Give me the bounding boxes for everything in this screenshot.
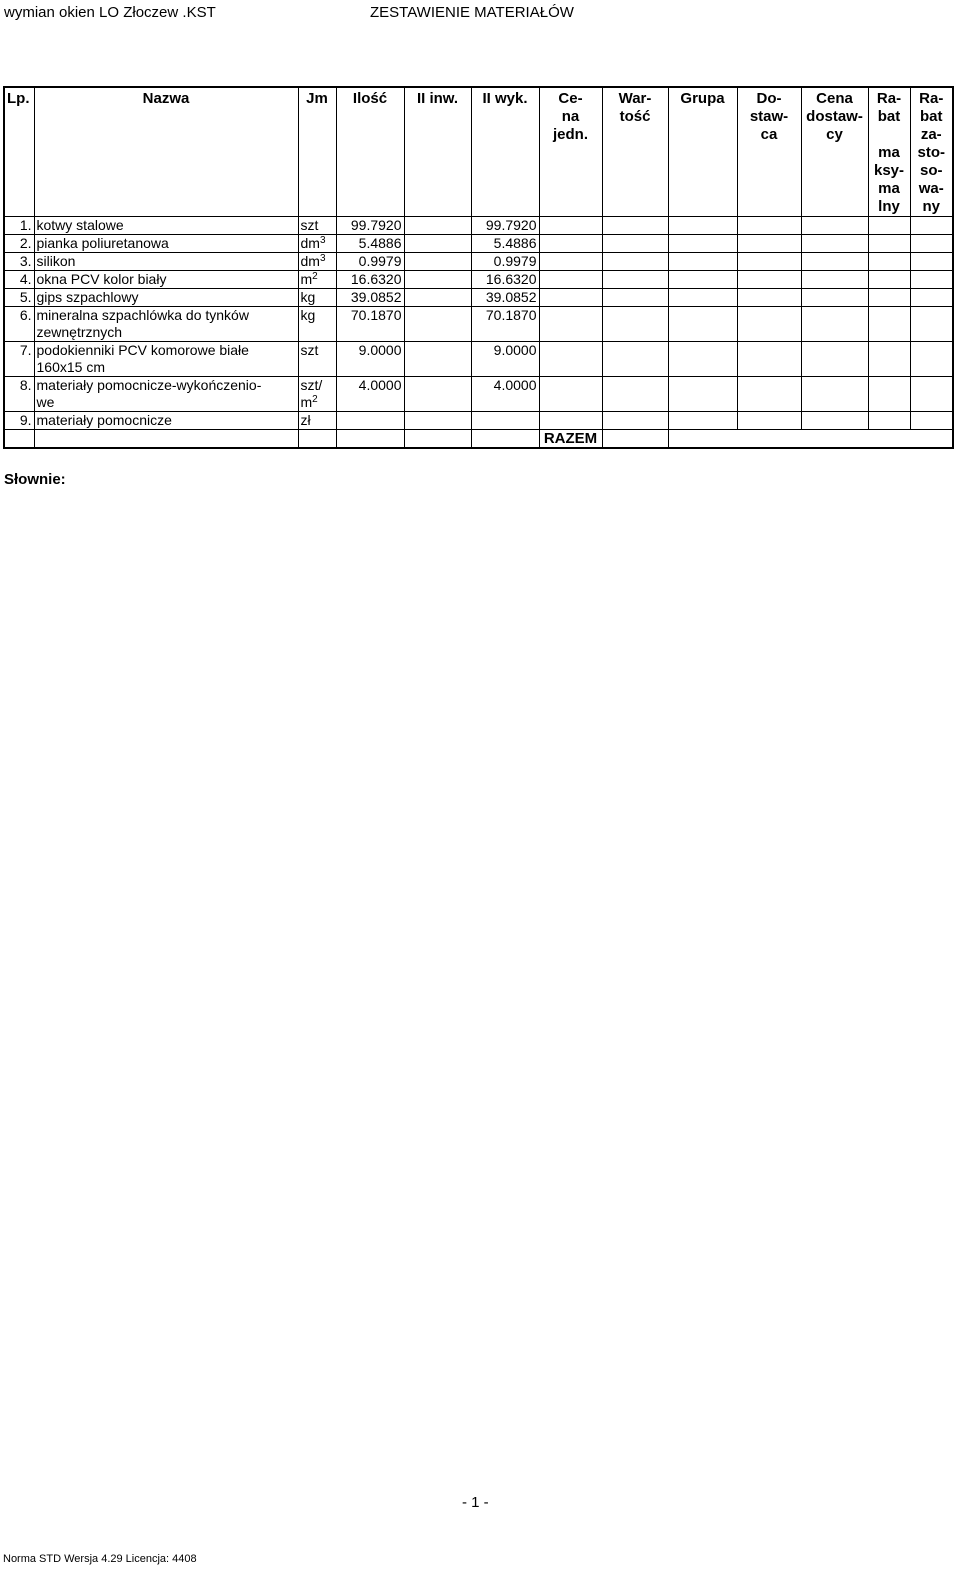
- unit: kg: [300, 289, 316, 305]
- row-cena-dostawcy: [801, 289, 868, 307]
- row-name-line: pianka poliuretanowa: [36, 235, 169, 251]
- row-name-line: okna PCV kolor biały: [36, 271, 167, 287]
- row-cena: [539, 271, 602, 289]
- row-name: [34, 342, 298, 377]
- license-footer: Norma STD Wersja 4.29 Licencja: 4408: [3, 1553, 197, 1565]
- table-row: [4, 235, 953, 253]
- row-rabat-max: [868, 289, 910, 307]
- row-ii-wyk: 16.6320: [471, 271, 539, 289]
- row-jm: [298, 271, 336, 289]
- table-row: [4, 253, 953, 271]
- row-ilosc: 5.4886: [336, 235, 404, 253]
- row-wartosc: [602, 217, 668, 235]
- row-lp: 8.: [4, 377, 34, 412]
- row-lp: 9.: [4, 412, 34, 430]
- row-ii-wyk: 99.7920: [471, 217, 539, 235]
- row-grupa: [668, 307, 737, 342]
- unit: m: [300, 394, 313, 410]
- header-line: Ce-: [558, 90, 583, 107]
- row-name: [34, 307, 298, 342]
- row-lp: 3.: [4, 253, 34, 271]
- header-line: Ra-: [876, 90, 902, 107]
- header-line: so-: [920, 162, 943, 179]
- row-rabat-max: [868, 253, 910, 271]
- header-line: Do-: [756, 90, 782, 107]
- row-name: [34, 377, 298, 412]
- col-nazwa: Nazwa: [34, 87, 298, 217]
- row-name-line: zewnętrznych: [36, 324, 123, 340]
- row-ii-inw: [404, 271, 471, 289]
- header-line: War-: [618, 90, 652, 107]
- row-jm-line: [301, 412, 334, 429]
- row-grupa: [668, 377, 737, 412]
- row-ii-wyk: 0.9979: [471, 253, 539, 271]
- unit: kg: [300, 307, 316, 323]
- col-rabat-zast: [910, 87, 953, 217]
- row-ii-wyk: 4.0000: [471, 377, 539, 412]
- header-line: tość: [619, 108, 651, 125]
- header-line: ca: [760, 126, 778, 143]
- row-name-line: gips szpachlowy: [36, 289, 139, 305]
- row-name-line: podokienniki PCV komorowe białe: [36, 342, 249, 358]
- row-grupa: [668, 217, 737, 235]
- row-rabat-zast: [910, 289, 953, 307]
- unit-exponent: 3: [319, 253, 326, 264]
- row-lp: 6.: [4, 307, 34, 342]
- row-jm: [298, 289, 336, 307]
- header-line: ma: [878, 144, 900, 161]
- row-cena-dostawcy: [801, 377, 868, 412]
- row-grupa: [668, 412, 737, 430]
- header-line: Ra-: [919, 90, 944, 107]
- row-name-line: we: [36, 394, 55, 410]
- row-name-line: mineralna szpachlówka do tynków: [36, 307, 249, 323]
- header-line: ma: [878, 180, 900, 197]
- row-lp: 7.: [4, 342, 34, 377]
- row-cena-dostawcy: [801, 253, 868, 271]
- row-jm: [298, 253, 336, 271]
- row-cena: [539, 253, 602, 271]
- row-ilosc: 0.9979: [336, 253, 404, 271]
- row-wartosc: [602, 307, 668, 342]
- row-ii-inw: [404, 217, 471, 235]
- row-jm-line: [301, 307, 334, 324]
- col-lp: Lp.: [4, 87, 34, 217]
- row-lp: 2.: [4, 235, 34, 253]
- table-row: [4, 377, 953, 412]
- unit-exponent: 3: [319, 235, 326, 246]
- row-jm: [298, 217, 336, 235]
- row-jm: [298, 307, 336, 342]
- row-cena: [539, 412, 602, 430]
- col-ilosc: Ilość: [336, 87, 404, 217]
- table-row: [4, 289, 953, 307]
- row-name-line: kotwy stalowe: [36, 217, 124, 233]
- row-grupa: [668, 253, 737, 271]
- row-jm: [298, 377, 336, 412]
- row-wartosc: [602, 253, 668, 271]
- razem-empty: [404, 430, 471, 449]
- col-rabat-max: [868, 87, 910, 217]
- row-grupa: [668, 342, 737, 377]
- razem-empty: [34, 430, 298, 449]
- unit: szt: [300, 217, 319, 233]
- row-wartosc: [602, 271, 668, 289]
- header-line: jedn.: [552, 126, 588, 143]
- row-cena-dostawcy: [801, 342, 868, 377]
- row-name: [34, 271, 298, 289]
- row-ii-wyk: 9.0000: [471, 342, 539, 377]
- row-grupa: [668, 271, 737, 289]
- razem-value: [602, 430, 668, 449]
- row-name: [34, 217, 298, 235]
- header-line: sto-: [917, 144, 945, 161]
- row-rabat-max: [868, 307, 910, 342]
- row-grupa: [668, 235, 737, 253]
- header-line: staw-: [749, 108, 789, 125]
- row-jm-line: [301, 253, 334, 270]
- row-cena-dostawcy: [801, 307, 868, 342]
- row-dostawca: [737, 253, 801, 271]
- row-name-line: 160x15 cm: [36, 359, 105, 375]
- unit: m: [300, 271, 313, 287]
- row-ii-inw: [404, 235, 471, 253]
- row-cena: [539, 289, 602, 307]
- row-dostawca: [737, 412, 801, 430]
- row-ii-inw: [404, 253, 471, 271]
- col-wartosc: [602, 87, 668, 217]
- row-rabat-max: [868, 271, 910, 289]
- row-wartosc: [602, 342, 668, 377]
- row-name: [34, 289, 298, 307]
- col-ii-wyk: II wyk.: [471, 87, 539, 217]
- row-rabat-max: [868, 217, 910, 235]
- row-ilosc: [336, 412, 404, 430]
- row-ii-inw: [404, 342, 471, 377]
- col-cena: [539, 87, 602, 217]
- col-jm: Jm: [298, 87, 336, 217]
- table-row: [4, 271, 953, 289]
- header-line: [871, 126, 908, 144]
- row-ii-inw: [404, 289, 471, 307]
- col-ii-inw: II inw.: [404, 87, 471, 217]
- row-dostawca: [737, 217, 801, 235]
- row-jm-line: [301, 394, 334, 411]
- slownie-label: Słownie:: [4, 471, 66, 488]
- table-row: [4, 307, 953, 342]
- row-cena-dostawcy: [801, 412, 868, 430]
- header-line: bat: [920, 108, 943, 125]
- row-grupa: [668, 289, 737, 307]
- row-wartosc: [602, 289, 668, 307]
- materials-table: [3, 86, 954, 449]
- row-rabat-zast: [910, 342, 953, 377]
- row-lp: 5.: [4, 289, 34, 307]
- row-jm-line: [301, 342, 334, 359]
- row-cena: [539, 307, 602, 342]
- row-name: [34, 412, 298, 430]
- row-ii-inw: [404, 412, 471, 430]
- unit-exponent: 2: [312, 394, 318, 405]
- razem-label: RAZEM: [539, 430, 602, 449]
- document-title: ZESTAWIENIE MATERIAŁÓW: [370, 4, 574, 21]
- row-cena-dostawcy: [801, 235, 868, 253]
- row-name-line: silikon: [36, 253, 76, 269]
- unit: dm: [300, 253, 320, 269]
- row-dostawca: [737, 342, 801, 377]
- unit: szt: [300, 342, 319, 358]
- unit: dm: [300, 235, 320, 251]
- row-ii-inw: [404, 377, 471, 412]
- row-cena-dostawcy: [801, 271, 868, 289]
- razem-empty: [4, 430, 34, 449]
- header-line: lny: [878, 198, 900, 215]
- row-ilosc: 39.0852: [336, 289, 404, 307]
- row-rabat-max: [868, 342, 910, 377]
- razem-empty: [298, 430, 336, 449]
- row-wartosc: [602, 377, 668, 412]
- row-rabat-zast: [910, 253, 953, 271]
- row-dostawca: [737, 271, 801, 289]
- header-line: ny: [922, 198, 940, 215]
- row-dostawca: [737, 307, 801, 342]
- header-line: ksy-: [873, 162, 905, 179]
- row-lp: 4.: [4, 271, 34, 289]
- row-rabat-max: [868, 412, 910, 430]
- unit: szt/: [300, 377, 323, 393]
- col-dostawca: [737, 87, 801, 217]
- razem-empty: [336, 430, 404, 449]
- row-cena: [539, 217, 602, 235]
- row-ii-inw: [404, 307, 471, 342]
- row-cena: [539, 342, 602, 377]
- header-line: Cena: [816, 90, 853, 107]
- row-rabat-max: [868, 377, 910, 412]
- row-ilosc: 16.6320: [336, 271, 404, 289]
- row-rabat-zast: [910, 217, 953, 235]
- row-ilosc: 70.1870: [336, 307, 404, 342]
- row-wartosc: [602, 412, 668, 430]
- row-wartosc: [602, 235, 668, 253]
- table-row: [4, 342, 953, 377]
- row-rabat-zast: [910, 412, 953, 430]
- row-lp: 1.: [4, 217, 34, 235]
- page-number: - 1 -: [462, 1494, 489, 1511]
- header-row: [4, 87, 953, 217]
- row-rabat-zast: [910, 235, 953, 253]
- table-row: [4, 217, 953, 235]
- row-jm-line: [301, 271, 334, 288]
- file-name: wymian okien LO Złoczew .KST: [4, 4, 216, 21]
- razem-empty: [471, 430, 539, 449]
- row-ii-wyk: 5.4886: [471, 235, 539, 253]
- header-line: za-: [920, 126, 942, 143]
- row-cena: [539, 377, 602, 412]
- row-jm: [298, 412, 336, 430]
- row-ilosc: 4.0000: [336, 377, 404, 412]
- row-jm-line: [301, 289, 334, 306]
- row-name: [34, 253, 298, 271]
- row-dostawca: [737, 235, 801, 253]
- row-name-line: materiały pomocnicze: [36, 412, 172, 428]
- row-jm: [298, 342, 336, 377]
- col-cena-dostawcy: [801, 87, 868, 217]
- row-rabat-zast: [910, 307, 953, 342]
- row-dostawca: [737, 377, 801, 412]
- row-ilosc: 99.7920: [336, 217, 404, 235]
- col-grupa: Grupa: [668, 87, 737, 217]
- row-rabat-zast: [910, 271, 953, 289]
- unit-exponent: 2: [312, 271, 318, 282]
- table-row: [4, 412, 953, 430]
- row-rabat-zast: [910, 377, 953, 412]
- header-line: na: [561, 108, 580, 125]
- header-line: dostaw-: [806, 108, 863, 125]
- row-rabat-max: [868, 235, 910, 253]
- row-jm-line: [301, 217, 334, 234]
- row-jm-line: [301, 377, 334, 394]
- razem-row: [4, 430, 953, 449]
- row-dostawca: [737, 289, 801, 307]
- row-ii-wyk: 39.0852: [471, 289, 539, 307]
- row-cena: [539, 235, 602, 253]
- row-ii-wyk: 70.1870: [471, 307, 539, 342]
- row-ii-wyk: [471, 412, 539, 430]
- header-line: wa-: [918, 180, 944, 197]
- row-jm: [298, 235, 336, 253]
- row-name: [34, 235, 298, 253]
- row-name-line: materiały pomocnicze-wykończenio-: [36, 377, 262, 393]
- header-line: bat: [877, 108, 901, 125]
- unit: zł: [300, 412, 311, 428]
- row-ilosc: 9.0000: [336, 342, 404, 377]
- row-jm-line: [301, 235, 334, 252]
- header-line: cy: [826, 126, 843, 143]
- row-cena-dostawcy: [801, 217, 868, 235]
